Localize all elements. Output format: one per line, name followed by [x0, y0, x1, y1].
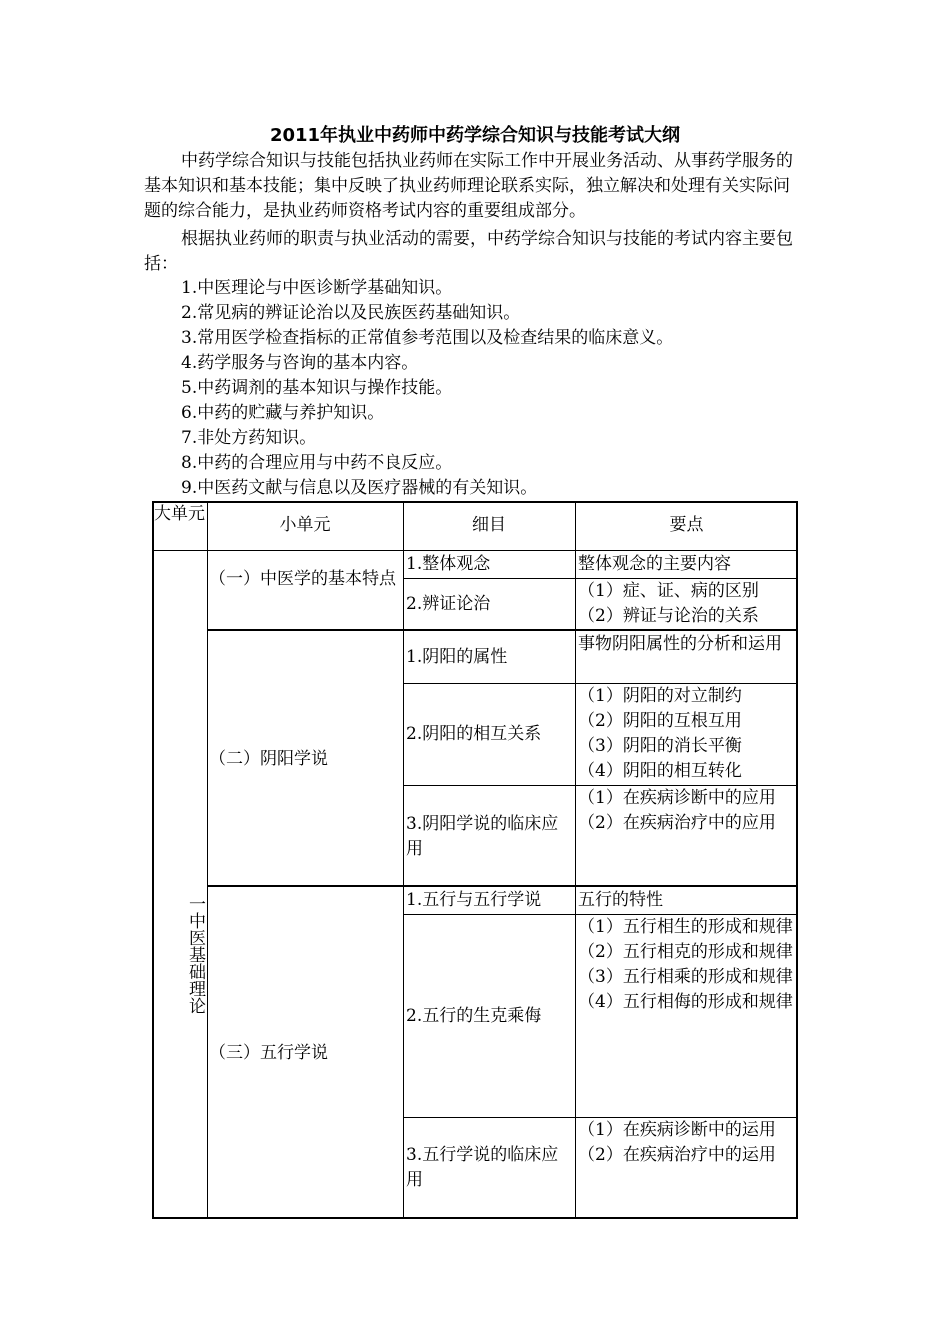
point-line: （4）阴阳的相互转化: [578, 761, 742, 781]
detail-cell: 1.五行与五行学说: [406, 890, 542, 910]
header-sub-unit: 小单元: [279, 515, 331, 535]
column-divider: [207, 501, 208, 1219]
point-line: （1）在疾病诊断中的应用: [578, 788, 776, 808]
points-cell: 整体观念的主要内容: [578, 554, 731, 574]
detail-cell: 2.阴阳的相互关系: [406, 724, 542, 744]
point-line: （2）阴阳的互根互用: [578, 711, 742, 731]
column-divider: [575, 501, 576, 1219]
point-line: （2）在疾病治疗中的应用: [578, 813, 776, 833]
list-item: 9.中医药文献与信息以及医疗器械的有关知识。: [181, 478, 538, 498]
detail-cell: 3.阴阳学说的临床应用: [406, 814, 559, 859]
point-line: （3）五行相乘的形成和规律: [578, 967, 793, 987]
document-title: 2011年执业中药师中药学综合知识与技能考试大纲: [269, 125, 681, 146]
detail-cell: 2.辨证论治: [406, 594, 491, 614]
points-cell: 事物阴阳属性的分析和运用: [578, 634, 782, 654]
table-border: [152, 501, 798, 503]
list-item: 7.非处方药知识。: [181, 428, 317, 448]
intro-paragraph-1: 中药学综合知识与技能包括执业药师在实际工作中开展业务活动、从事药学服务的基本知识和基本技能；集中反映了执业药师理论联系实际，独立解决和处理有关实际问题的综合能力，是执业药师资格考试内容的重要组成部分。: [144, 151, 793, 221]
point-line: （4）五行相侮的形成和规律: [578, 992, 793, 1012]
list-item: 1.中医理论与中医诊断学基础知识。: [181, 278, 453, 298]
list-item: 2.常见病的辨证论治以及民族医药基础知识。: [181, 303, 521, 323]
point-line: （1）在疾病诊断中的运用: [578, 1120, 776, 1140]
list-item: 6.中药的贮藏与养护知识。: [181, 403, 385, 423]
detail-cell: 1.阴阳的属性: [406, 647, 508, 667]
point-line: （1）五行相生的形成和规律: [578, 917, 793, 937]
point-line: （1）阴阳的对立制约: [578, 686, 742, 706]
points-cell: [578, 915, 794, 1015]
detail-cell: 1.整体观念: [406, 554, 491, 574]
point-line: （1）症、证、病的区别: [578, 581, 759, 601]
row-divider: [152, 550, 798, 551]
point-line: （3）阴阳的消长平衡: [578, 736, 742, 756]
list-item: 4.药学服务与咨询的基本内容。: [181, 353, 419, 373]
major-unit-cell: 一中医基础理论: [185, 894, 205, 1014]
points-cell: [578, 786, 794, 836]
point-line: （2）辨证与论治的关系: [578, 606, 759, 626]
points-cell: [578, 684, 794, 784]
point-line: （2）在疾病治疗中的运用: [578, 1145, 776, 1165]
row-divider: [207, 629, 798, 631]
list-item: 8.中药的合理应用与中药不良反应。: [181, 453, 453, 473]
points-cell: 五行的特性: [578, 890, 663, 910]
table-border: [796, 501, 798, 1219]
detail-cell: 2.五行的生克乘侮: [406, 1006, 542, 1026]
table-border: [152, 1217, 798, 1219]
header-detail: 细目: [472, 515, 506, 535]
header-key-points: 要点: [669, 515, 704, 535]
intro-paragraph-2: 根据执业药师的职责与执业活动的需要，中药学综合知识与技能的考试内容主要包括：: [144, 229, 793, 274]
point-line: （2）五行相克的形成和规律: [578, 942, 793, 962]
sub-unit-2: （二）阴阳学说: [209, 749, 328, 769]
list-item: 5.中药调剂的基本知识与操作技能。: [181, 378, 453, 398]
points-cell: [578, 1118, 794, 1168]
syllabus-table: [152, 501, 798, 1219]
sub-unit-1: （一）中医学的基本特点: [209, 569, 396, 589]
column-divider: [403, 501, 404, 1219]
row-divider: [207, 885, 798, 887]
header-major-unit: 大单元: [154, 504, 205, 524]
sub-unit-3: （三）五行学说: [209, 1043, 328, 1063]
points-cell: [578, 579, 794, 629]
detail-cell: 3.五行学说的临床应用: [406, 1145, 559, 1190]
list-item: 3.常用医学检查指标的正常值参考范围以及检查结果的临床意义。: [181, 328, 674, 348]
